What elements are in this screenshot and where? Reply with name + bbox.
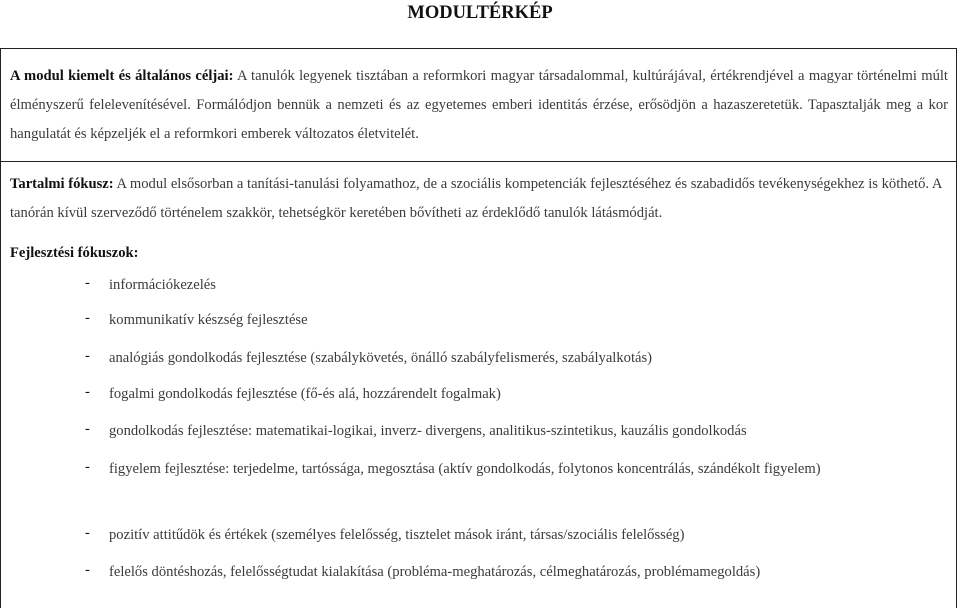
list-dash: - bbox=[85, 348, 90, 364]
goals-paragraph bbox=[10, 62, 948, 149]
development-label: Fejlesztési fókuszok: bbox=[10, 245, 139, 261]
list-item-text: analógiás gondolkodás fejlesztése (szabálykövetés, önálló szabályfelismerés, szabályalkotás) bbox=[109, 350, 653, 366]
list-dash: - bbox=[85, 459, 90, 475]
goals-text: A tanulók legyenek tisztában a reformkori magyar társadalommal, kultúrájával, értékrendjével a magyar történelmi múlt élményszerű felelevenítésével. Formálódjon bennük a nemzeti és az egyetemes emberi identitás érzése, erősödjön a hazaszeretetük. Tapasztalják meg a kor hangulatát és képzeljék el a reformkori emberek változatos életvitelét. bbox=[10, 68, 948, 142]
module-table bbox=[0, 48, 957, 608]
page-title: MODULTÉRKÉP bbox=[407, 3, 553, 23]
list-item-text: felelős döntéshozás, felelősségtudat kialakítása (probléma-meghatározás, célmeghatározás, problémamegoldás) bbox=[109, 564, 761, 580]
list-item-text: gondolkodás fejlesztése: matematikai-logikai, inverz- divergens, analitikus-szintetikus, kauzális gondolkodás bbox=[109, 423, 747, 439]
list-dash: - bbox=[85, 562, 90, 578]
list-dash: - bbox=[85, 421, 90, 437]
focus-text: A modul elsősorban a tanítási-tanulási folyamathoz, de a szociális kompetenciák fejlesztéséhez és szabadidős tevékenységekhez is köthető. A tanórán kívül szerveződő történelem szakkör, tehetségkör keretében bővítheti az érdeklődő tanulók látásmódját. bbox=[10, 176, 942, 221]
list-item-text: pozitív attitűdök és értékek (személyes felelősség, tisztelet mások iránt, társas/szociális felelősség) bbox=[109, 527, 685, 543]
list-dash: - bbox=[85, 310, 90, 326]
focus-label: Tartalmi fókusz: bbox=[10, 176, 114, 192]
list-item-text: kommunikatív készség fejlesztése bbox=[109, 312, 308, 328]
row-divider bbox=[1, 161, 956, 162]
focus-paragraph bbox=[10, 170, 950, 228]
list-item-text: információkezelés bbox=[109, 277, 216, 293]
goals-label: A modul kiemelt és általános céljai: bbox=[10, 68, 234, 84]
list-dash: - bbox=[85, 275, 90, 291]
list-dash: - bbox=[85, 525, 90, 541]
list-item-text: figyelem fejlesztése: terjedelme, tartóssága, megosztása (aktív gondolkodás, folytonos koncentrálás, szándékolt figyelem) bbox=[109, 461, 821, 477]
list-dash: - bbox=[85, 384, 90, 400]
list-item-text: fogalmi gondolkodás fejlesztése (fő-és alá, hozzárendelt fogalmak) bbox=[109, 386, 501, 402]
